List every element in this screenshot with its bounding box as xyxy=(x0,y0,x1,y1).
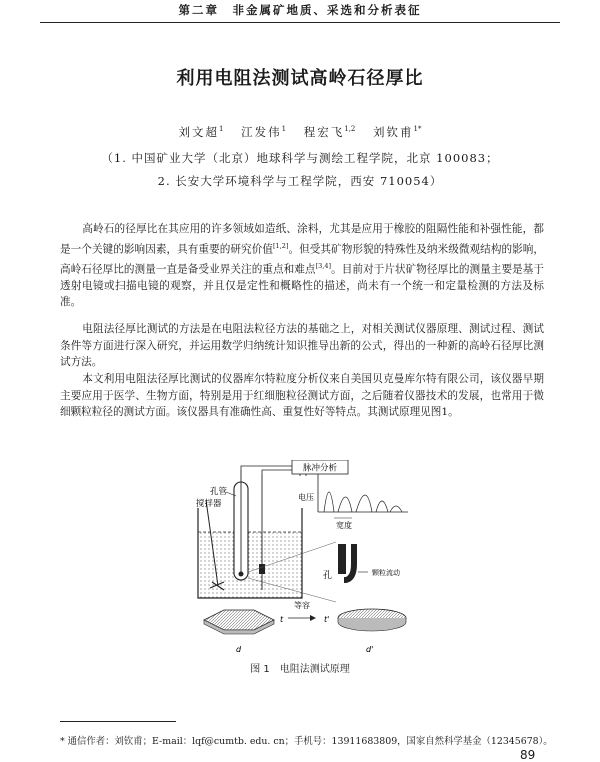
author: 刘钦甫$^{1*}$ xyxy=(373,125,422,139)
body-paragraph-1: 高岭石的径厚比在其应用的许多领域如造纸、涂料，尤其是应用于橡胶的阻隔性能和补强性能，都是一个关键的影响因素，具有重要的研究价值[1,2]。但受其矿物形貌的特殊性及纳米级微观结构的影响，高岭石径厚比的测量一直是备受业界关注的重点和难点[3,4]。目前对于片状矿物径厚比的测量主要是基于透射电镜或扫描电镜的观察，并且仅是定性和概略性的描述，尚未有一个统一和定量检测的方法及标准。 xyxy=(60,223,545,309)
voltage-pulse-graph xyxy=(298,474,408,530)
author: 江发伟$^1$ xyxy=(241,125,287,139)
equivalent-disc-particle xyxy=(324,609,406,654)
author: 程宏飞$^{1,2}$ xyxy=(303,125,356,139)
hole-label: 孔 xyxy=(322,571,332,581)
running-head: 第二章 非金属矿地质、采选和分析表征 xyxy=(178,3,422,17)
author-list xyxy=(0,124,600,140)
orifice-tube-label: 孔管 xyxy=(210,487,228,497)
footnote: * 通信作者：刘钦甫；E-mail：lqf@cumtb. edu. cn；手机号：13911683809，国家自然科学基金（12345678）。 xyxy=(60,736,553,747)
body-paragraph-2: 电阻法径厚比测试的方法是在电阻法粒径方法的基础之上，对相关测试仪器原理、测试过程、测试条件等方面进行深入研究，并运用数学归纳统计知识推导出新的公式，得出的一种新的高岭石径厚比测试方法。 xyxy=(60,323,544,369)
affiliation-1: （1. 中国矿业大学（北京）地球科学与测绘工程学院，北京 100083； xyxy=(101,151,499,165)
paper-title: 利用电阻法测试高岭石径厚比 xyxy=(176,68,424,89)
width-label: 宽度 xyxy=(336,521,352,530)
thickness-prime-label: t' xyxy=(324,615,330,624)
stirrer-label: 搅拌器 xyxy=(196,499,222,509)
citation: [1,2] xyxy=(273,241,289,250)
diameter-label: d xyxy=(236,645,242,654)
orifice-detail xyxy=(323,544,400,581)
pulse-analysis-label: 脉冲分析 xyxy=(302,463,338,474)
footnote-rule xyxy=(60,721,176,722)
thickness-label: t xyxy=(280,615,284,624)
equal-volume-label: 等容 xyxy=(294,601,310,610)
hexagonal-kaolinite-particle xyxy=(204,610,284,654)
electrolyte-liquid xyxy=(198,532,302,598)
affiliation-2: 2. 长安大学环境科学与工程学院，西安 710054） xyxy=(157,174,443,188)
body-paragraph-3: 本文利用电阻法径厚比测试的仪器库尔特粒度分析仪来自美国贝克曼库尔特有限公司，该仪器早期主要应用于医学、生物方面，特别是用于红细胞粒径测试方面，之后随着仪器技术的发展，也常用于微细颗粒粒径的测试方面。该仪器具有准确性高、重复性好等特点。其测试原理见图1。 xyxy=(60,373,544,419)
particle-flow-label: 颗粒流动 xyxy=(372,569,400,577)
figure-caption: 图 1 电阻法测试原理 xyxy=(250,664,350,675)
voltage-axis-label: 电压 xyxy=(298,493,314,502)
page-number: 89 xyxy=(520,748,536,762)
figure-1-diagram xyxy=(196,460,410,656)
diameter-prime-label: d' xyxy=(366,645,374,654)
citation: [3,4] xyxy=(315,261,332,270)
header-rule xyxy=(40,22,560,23)
author: 刘文超$^1$ xyxy=(178,125,224,139)
